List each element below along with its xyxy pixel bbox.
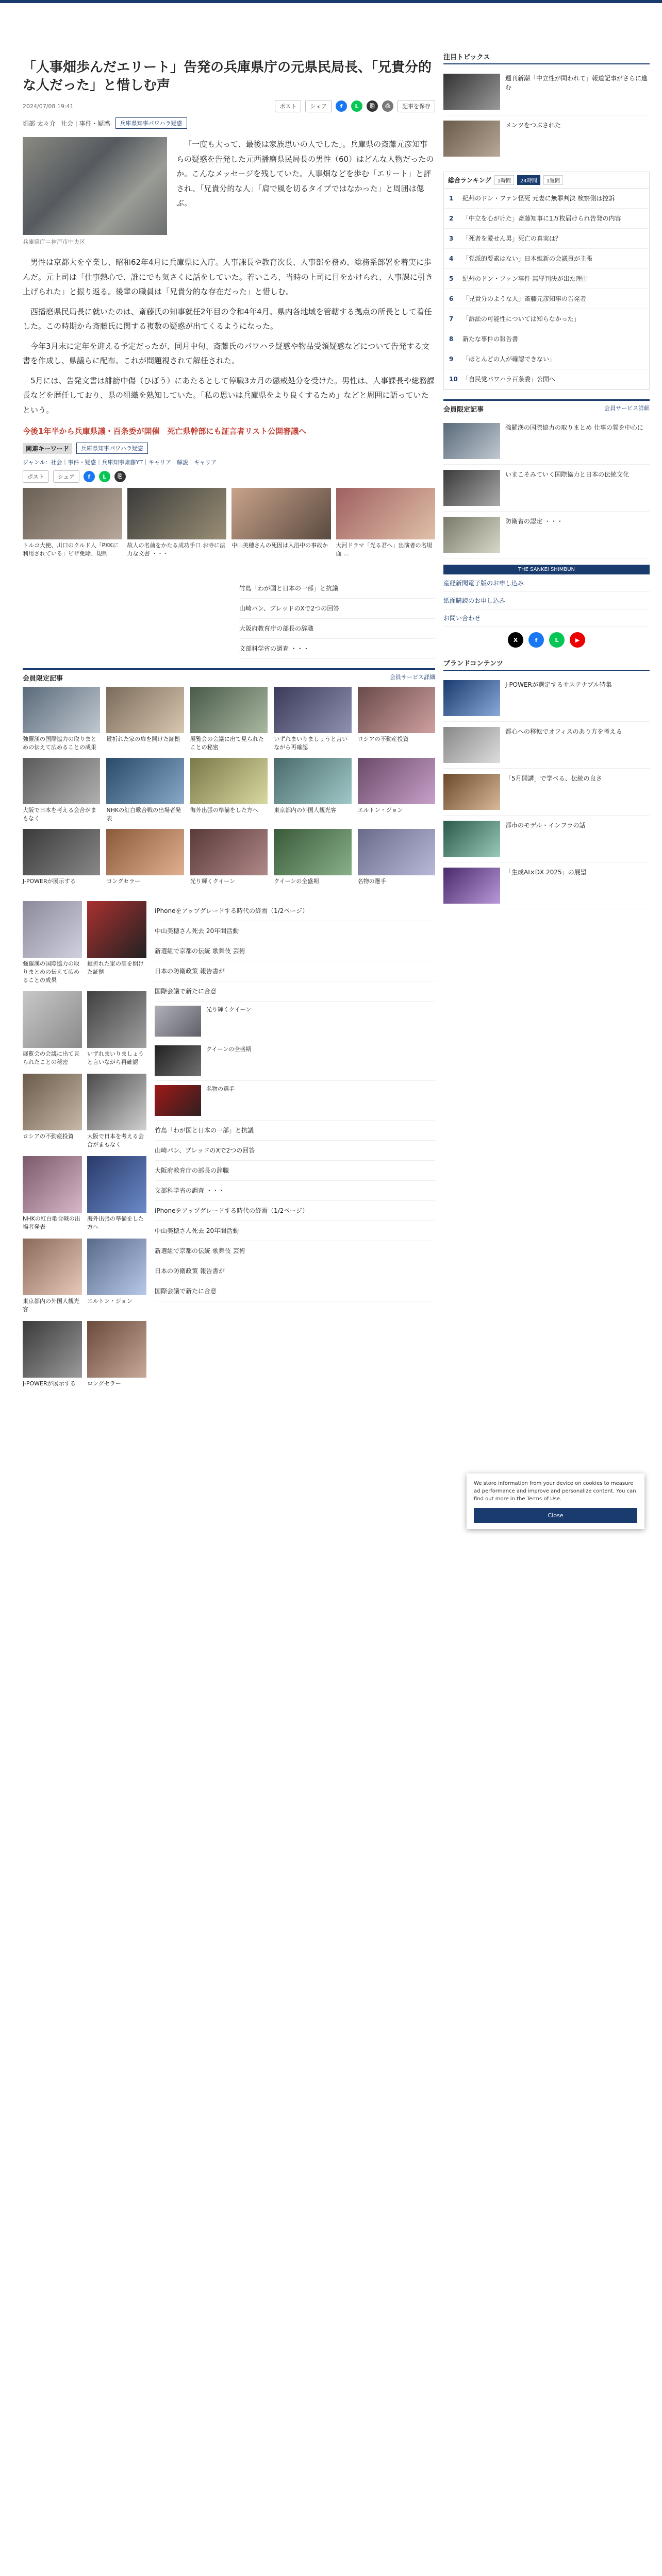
lead-caption: 兵庫県庁＝神戸市中央区	[23, 239, 85, 246]
side-card[interactable]: 防衛省の認定 ・・・	[443, 512, 650, 558]
section-title: 会員限定記事	[23, 674, 63, 683]
brand-card[interactable]: 「生成AI×DX 2025」の展望	[443, 862, 650, 909]
grid-item[interactable]: 海外出張の準備をした方へ	[190, 758, 268, 823]
lead-wrap	[23, 137, 435, 248]
grid-item[interactable]: 大阪で日本を考える会合がまもなく	[23, 758, 100, 823]
side-link[interactable]: 紙面購読のお申し込み	[443, 592, 650, 609]
copy-link-icon[interactable]: ⎘	[114, 471, 126, 482]
ranking-item[interactable]: 2 「中立を心がけた」斎藤知事に1万枚届けられ告発の内容	[444, 209, 649, 229]
pair-row	[23, 1321, 146, 1388]
list-item[interactable]: 山崎パン、ブレッドのXで2つの回答	[155, 1141, 435, 1161]
grid-item[interactable]: ロシアの不動産投資	[358, 687, 435, 752]
ranking-item[interactable]: 10 「自民党パワハラ百条委」公開へ	[444, 369, 649, 389]
promo-link[interactable]: 今後1年半から兵庫県議・百条委が開催 死亡県幹部にも証言者リスト公開審議へ	[23, 427, 307, 436]
pair-item[interactable]: 展覧会の会議に出て見られたことの秘密	[23, 991, 82, 1066]
keywords-label: 関連キーワード	[23, 443, 72, 454]
youtube-icon[interactable]: ▶	[570, 632, 585, 648]
brand-header: ブランドコンテンツ	[443, 658, 650, 671]
pair-item[interactable]: ロシアの不動産投資	[23, 1074, 82, 1149]
share-bar-bottom	[23, 470, 435, 483]
keyword-tag[interactable]: 兵庫県知事パワハラ疑惑	[76, 443, 148, 454]
body-paragraph: 男性は京都大を卒業し、昭和62年4月に兵庫県に入庁。人事課長や教育次長、人事部を務め、総務系部署を着実に歩んだ。元上司は「仕事熱心で、誰にでも気さくに話をしていた。若いころ、当時の上司に目をかけられ、人事課に引き上げられた」と振り返る。後輩の職員は「兄貴分的な存在だった」と惜しむ。	[23, 258, 433, 297]
sns-row	[443, 632, 650, 648]
save-article-button[interactable]: 記事を保存	[398, 100, 435, 112]
article-meta	[23, 100, 435, 112]
ranking-item[interactable]: 8 新たな事件の報告書	[444, 329, 649, 349]
grid-item[interactable]: 東京都内の外国人観光客	[274, 758, 351, 823]
brand-card[interactable]: 都市のモデル・インフラの話	[443, 816, 650, 862]
pair-item[interactable]: 鍵折れた家の扉を開けた証拠	[87, 901, 146, 985]
share-bar	[275, 100, 435, 112]
pair-item[interactable]: エルトン・ジョン	[87, 1239, 146, 1314]
pair-item[interactable]: 海外出張の準備をした方へ	[87, 1156, 146, 1231]
x-icon[interactable]: X	[508, 632, 523, 648]
cookie-banner	[467, 1473, 644, 1529]
grid-item[interactable]: J-POWERが展示する	[23, 829, 100, 886]
grid-item[interactable]: NHKの紅白歌合戦の出場者発表	[106, 758, 184, 823]
list-item[interactable]: 竹島「わが国と日本の一部」と抗議	[155, 1121, 435, 1141]
pair-item[interactable]: 強羅漢の国際協力の取りまとめの伝えて広めることの成果	[23, 901, 82, 985]
page-title: 「人事畑歩んだエリート」告発の兵庫県庁の元県民局長、「兄貴分的な人だった」と惜しむ声	[23, 60, 432, 94]
body-paragraph: 5月には、告発文書は誹謗中傷（ひぼう）にあたるとして停職3カ月の懲戒処分を受けた。男性は、人事課長や総務課長などを歴任しており、県の組織を熟知していた。「私の思いは兵庫県をより良くするため」などと周囲に語っていたという。	[23, 376, 435, 415]
post-button[interactable]: ポスト	[275, 100, 301, 112]
author[interactable]: 堀部 太々介	[23, 120, 56, 127]
side-top-header: 注目トピックス	[443, 52, 650, 64]
share-button[interactable]: シェア	[305, 100, 332, 112]
list-item[interactable]: 国際会議で新たに合意	[155, 1281, 435, 1301]
pair-row	[23, 1074, 146, 1149]
brand-card[interactable]: J-POWERが選定するサステナブル特集	[443, 675, 650, 722]
lead-figure	[23, 137, 167, 248]
body-paragraph: 「一度も大って、最後は家族思いの人でした」。兵庫県の斎藤元彦知事らの疑惑を告発した元西播磨県民局長の男性（60）はどんな人物だったのか。こんなメッセージを残していた。人事畑などを歩む「エリート」と評され、「兄貴分的な人」「肩で風を切るタイプではなかった」と周囲は偲ぶ。	[176, 140, 434, 208]
sidebar	[443, 52, 650, 909]
list-item[interactable]: 文部科学省の調査 ・・・	[239, 639, 435, 659]
line-icon[interactable]: L	[351, 100, 362, 112]
list-item[interactable]: 国際会議で新たに合意	[155, 981, 435, 1002]
member-header	[443, 399, 650, 414]
pair-item[interactable]: ロングセラー	[87, 1321, 146, 1388]
pair-item[interactable]: NHKの紅白歌合戦の出場者発表	[23, 1156, 82, 1231]
main-column	[23, 52, 435, 1395]
grid-item[interactable]: いずれまいりましょうと言いながら再確認	[274, 687, 351, 752]
ranking-box	[443, 172, 650, 390]
side-link[interactable]: 産経新聞電子版のお申し込み	[443, 574, 650, 592]
ranking-header	[444, 172, 649, 189]
small-card[interactable]: 光り輝くクイーン	[155, 1002, 435, 1041]
list-item[interactable]: 新選組で京都の伝統 歌舞伎 芸術	[155, 1241, 435, 1261]
related-item[interactable]: 中山美穂さんの死因は入浴中の事故か	[231, 488, 331, 558]
ranking-item[interactable]: 7 「訴訟の可能性については知らなかった」	[444, 309, 649, 329]
article-body	[23, 137, 435, 417]
facebook-icon[interactable]: f	[336, 100, 347, 112]
cookie-close-button[interactable]: Close	[474, 1508, 637, 1523]
body-paragraph: 今年3月末に定年を迎える予定だったが、同月中旬、斎藤氏のパワハラ疑惑や物品受領疑惑などについて告発する文書を作成し、県議らに配布。これが問題視されて解任された。	[23, 341, 430, 366]
list-item[interactable]: 新選組で京都の伝統 歌舞伎 芸術	[155, 941, 435, 961]
pair-row	[23, 1156, 146, 1231]
copy-link-icon[interactable]: ⎘	[367, 100, 378, 112]
text-list	[155, 901, 435, 1002]
pair-row	[23, 991, 146, 1066]
grid-item[interactable]: ロングセラー	[106, 829, 184, 886]
pair-item[interactable]: 大阪で日本を考える会合がまもなく	[87, 1074, 146, 1149]
recommend-grid	[23, 687, 435, 886]
pair-item[interactable]: 東京都内の外国人観光客	[23, 1239, 82, 1314]
ranking-item[interactable]: 9 「ほとんどの人が確認できない」	[444, 349, 649, 369]
brand-card[interactable]: 都心への移転でオフィスのあり方を考える	[443, 722, 650, 769]
side-top-card[interactable]: メンツをつぶされた	[443, 115, 650, 162]
list-item[interactable]: 中山美穂さん死去 20年間活動	[155, 921, 435, 941]
ranking-item[interactable]: 5 紀州のドン・ファン事件 無罪判決が出た理由	[444, 269, 649, 289]
post-button[interactable]: ポスト	[23, 470, 49, 483]
share-button[interactable]: シェア	[53, 470, 79, 483]
grid-item[interactable]: 鍵折れた家の扉を開けた証拠	[106, 687, 184, 752]
list-item[interactable]: iPhoneをアップグレードする時代の終焉（1/2ページ）	[155, 901, 435, 921]
pair-item[interactable]: いずれまいりましょうと言いながら再確認	[87, 991, 146, 1066]
ranking-item[interactable]: 3 「死者を愛せん男」死亡の真実は？	[444, 229, 649, 249]
tab-1h[interactable]: 1時間	[494, 175, 514, 185]
list-item[interactable]: 中山美穂さん死去 20年間活動	[155, 1221, 435, 1241]
grid-item[interactable]: 名物の選手	[358, 829, 435, 886]
article-date: 2024/07/08 19:41	[23, 103, 74, 110]
ranking-item[interactable]: 1 紀州のドン・ファン怪死 元妻に無罪判決 検察側は控訴	[444, 189, 649, 209]
list-item[interactable]: 山崎パン、ブレッドのXで2つの回答	[239, 599, 435, 619]
side-text-list	[239, 579, 435, 659]
related-thumbs	[23, 488, 435, 558]
list-item[interactable]: 大阪府教育庁の部長の辞職	[239, 619, 435, 639]
tab-24h[interactable]: 24時間	[517, 175, 540, 185]
related-item[interactable]: 大河ドラマ「光る君へ」出演者の名場面 ...	[336, 488, 436, 558]
text-list	[155, 1121, 435, 1301]
list-item[interactable]: 竹島「わが国と日本の一部」と抗議	[239, 579, 435, 599]
line-icon[interactable]: L	[549, 632, 565, 648]
facebook-icon[interactable]: f	[84, 471, 95, 482]
line-icon[interactable]: L	[99, 471, 110, 482]
keywords	[23, 443, 435, 454]
grid-item[interactable]: 強羅漢の国際協力の取りまとめの伝えて広めることの成果	[23, 687, 100, 752]
small-card[interactable]: クイーンの全盛期	[155, 1041, 435, 1081]
list-item[interactable]: 大阪府教育庁の部長の辞職	[155, 1161, 435, 1181]
grid-item[interactable]: 展覧会の会議に出て見られたことの秘密	[190, 687, 268, 752]
lower-right	[155, 901, 435, 1395]
list-item[interactable]: 文部科学省の調査 ・・・	[155, 1181, 435, 1201]
grid-item[interactable]: エルトン・ジョン	[358, 758, 435, 823]
side-card[interactable]: いまこそみていく国際協力と日本の伝統文化	[443, 465, 650, 512]
section-title: 会員限定記事	[443, 406, 484, 414]
body-paragraph: 西播磨県民局長に就いたのは、斎藤氏の知事就任2年目の令和4年4月。県内各地域を管轄する拠点の所長として着任した。この時期から斎藤氏に関する複数の疑惑が出てくるようになった。	[23, 307, 432, 331]
topic-tag[interactable]: 兵庫県知事パワハラ疑惑	[115, 117, 187, 129]
lower-section	[23, 901, 435, 1395]
tab-1w[interactable]: 1週間	[543, 175, 563, 185]
recommend-header	[23, 668, 435, 683]
pair-row	[23, 901, 146, 985]
side-top-card[interactable]: 週刊新潮「中立性が問われて」報道記事がさらに進む	[443, 69, 650, 115]
sankei-banner[interactable]: THE SANKEI SHIMBUN	[443, 565, 650, 574]
list-item[interactable]: 日本の防衛政策 報告書が	[155, 1261, 435, 1281]
side-card[interactable]: 強羅漢の国際協力の取りまとめ 仕事の質を中心に	[443, 418, 650, 465]
related-item[interactable]: 故人の名前をかたる成功手口 お寺に法力な文書 ・・・	[127, 488, 227, 558]
top-bar	[0, 0, 662, 3]
more-link[interactable]: 会員サービス詳細	[604, 405, 650, 412]
category-path[interactable]: 社会 | 事件・疑惑	[60, 120, 110, 127]
cookie-text: We store information from your device on cookies to measure ad performance and improve and personalize content. You can find out more in the Terms of Use.	[474, 1481, 636, 1502]
small-card[interactable]: 名物の選手	[155, 1081, 435, 1121]
ranking-item[interactable]: 6 「兄貴分のような人」斎藤元彦知事の告発者	[444, 289, 649, 309]
ranking-title: 総合ランキング	[448, 177, 491, 184]
grid-item[interactable]: クイーンの全盛期	[274, 829, 351, 886]
lower-left	[23, 901, 146, 1395]
side-link[interactable]: お問い合わせ	[443, 609, 650, 627]
list-item[interactable]: iPhoneをアップグレードする時代の終焉（1/2ページ）	[155, 1201, 435, 1221]
grid-item[interactable]: 光り輝くクイーン	[190, 829, 268, 886]
genres[interactable]: ジャンル：社会｜事件・疑惑｜兵庫知事斎藤YT｜キャリア｜解説｜キャリア	[23, 459, 217, 466]
list-item[interactable]: 日本の防衛政策 報告書が	[155, 961, 435, 981]
lead-photo[interactable]	[23, 137, 167, 235]
related-item[interactable]: トルコ大使、川口のクルド人「PKKに利用されている」ビザ免除、規制	[23, 488, 122, 558]
pair-row	[23, 1239, 146, 1314]
pair-item[interactable]: J-POWERが展示する	[23, 1321, 82, 1388]
more-link[interactable]: 会員サービス詳細	[390, 673, 435, 681]
brand-card[interactable]: 「5月開講」で学べる、伝統の良さ	[443, 769, 650, 816]
print-icon[interactable]: ⎙	[382, 100, 393, 112]
ranking-item[interactable]: 4 「党派的要素はない」日本維新の会議員が主張	[444, 249, 649, 269]
facebook-icon[interactable]: f	[528, 632, 544, 648]
byline	[23, 117, 435, 129]
